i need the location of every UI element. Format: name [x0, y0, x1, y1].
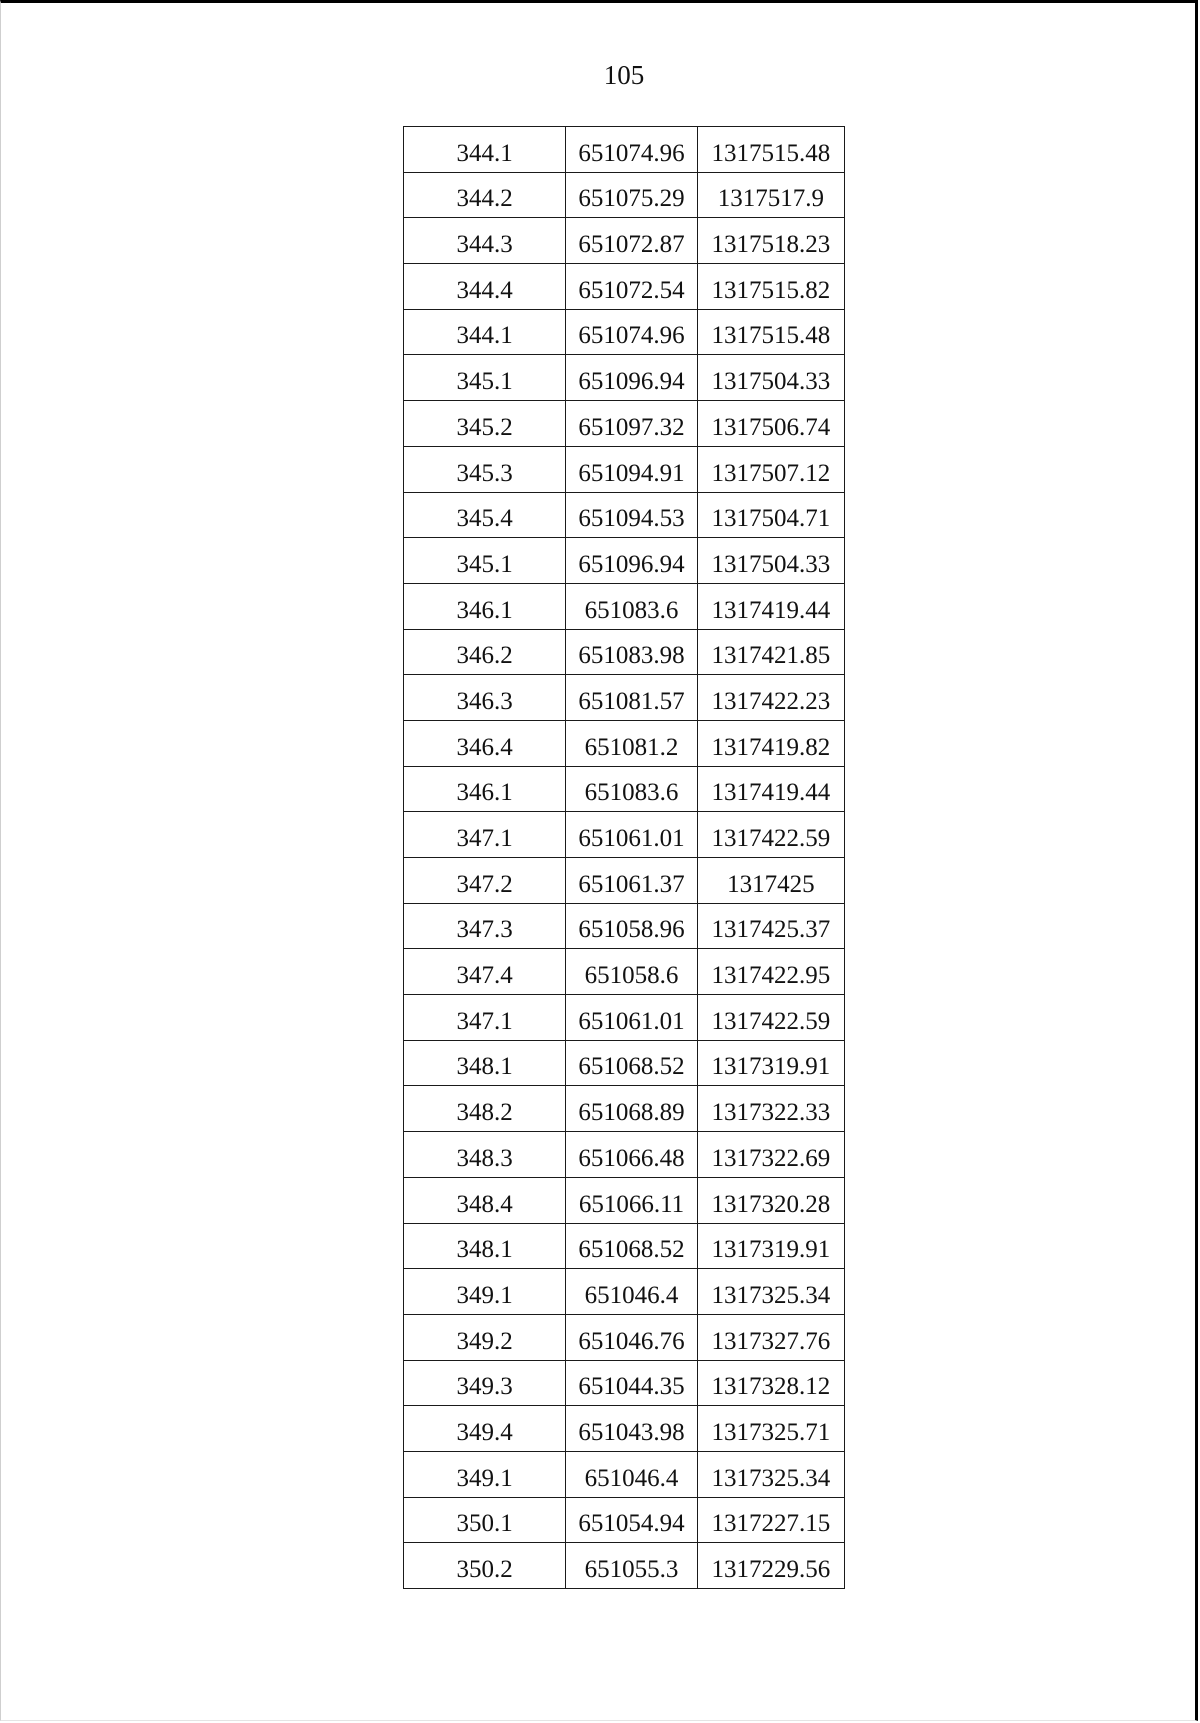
y-coordinate-cell: 1317319.91 — [697, 1223, 844, 1269]
y-coordinate-cell: 1317325.71 — [697, 1406, 844, 1452]
table-row — [404, 1406, 845, 1452]
x-coordinate-cell: 651061.37 — [566, 858, 697, 904]
x-coordinate-cell: 651044.35 — [566, 1360, 697, 1406]
y-coordinate-cell: 1317325.34 — [697, 1451, 844, 1497]
x-coordinate-cell: 651083.6 — [566, 583, 697, 629]
y-coordinate-cell: 1317422.59 — [697, 995, 844, 1041]
y-coordinate-cell: 1317515.82 — [697, 264, 844, 310]
table-row — [404, 1223, 845, 1269]
table-row — [404, 583, 845, 629]
table-row — [404, 1040, 845, 1086]
x-coordinate-cell: 651094.91 — [566, 446, 697, 492]
x-coordinate-cell: 651096.94 — [566, 355, 697, 401]
x-coordinate-cell: 651072.54 — [566, 264, 697, 310]
point-id-cell: 346.1 — [404, 766, 566, 812]
table-row — [404, 812, 845, 858]
x-coordinate-cell: 651058.6 — [566, 949, 697, 995]
y-coordinate-cell: 1317504.33 — [697, 355, 844, 401]
y-coordinate-cell: 1317515.48 — [697, 309, 844, 355]
page-number: 105 — [603, 60, 645, 90]
point-id-cell: 346.3 — [404, 675, 566, 721]
point-id-cell: 347.1 — [404, 812, 566, 858]
point-id-cell: 346.4 — [404, 720, 566, 766]
point-id-cell: 345.1 — [404, 355, 566, 401]
x-coordinate-cell: 651066.48 — [566, 1132, 697, 1178]
y-coordinate-cell: 1317504.33 — [697, 538, 844, 584]
table-row — [404, 629, 845, 675]
point-id-cell: 344.1 — [404, 127, 566, 173]
x-coordinate-cell: 651066.11 — [566, 1177, 697, 1223]
point-id-cell: 348.3 — [404, 1132, 566, 1178]
table-row — [404, 492, 845, 538]
y-coordinate-cell: 1317506.74 — [697, 401, 844, 447]
x-coordinate-cell: 651083.98 — [566, 629, 697, 675]
y-coordinate-cell: 1317227.15 — [697, 1497, 844, 1543]
point-id-cell: 349.1 — [404, 1451, 566, 1497]
x-coordinate-cell: 651046.4 — [566, 1269, 697, 1315]
x-coordinate-cell: 651083.6 — [566, 766, 697, 812]
y-coordinate-cell: 1317419.44 — [697, 766, 844, 812]
table-row — [404, 1543, 845, 1589]
point-id-cell: 346.1 — [404, 583, 566, 629]
x-coordinate-cell: 651068.52 — [566, 1223, 697, 1269]
x-coordinate-cell: 651061.01 — [566, 812, 697, 858]
table-row — [404, 264, 845, 310]
table-row — [404, 675, 845, 721]
point-id-cell: 347.3 — [404, 903, 566, 949]
point-id-cell: 348.4 — [404, 1177, 566, 1223]
y-coordinate-cell: 1317425 — [697, 858, 844, 904]
y-coordinate-cell: 1317328.12 — [697, 1360, 844, 1406]
table-row — [404, 1314, 845, 1360]
y-coordinate-cell: 1317322.33 — [697, 1086, 844, 1132]
x-coordinate-cell: 651061.01 — [566, 995, 697, 1041]
table-row — [404, 446, 845, 492]
point-id-cell: 348.2 — [404, 1086, 566, 1132]
x-coordinate-cell: 651043.98 — [566, 1406, 697, 1452]
point-id-cell: 344.4 — [404, 264, 566, 310]
x-coordinate-cell: 651075.29 — [566, 172, 697, 218]
table-row — [404, 127, 845, 173]
point-id-cell: 345.4 — [404, 492, 566, 538]
y-coordinate-cell: 1317421.85 — [697, 629, 844, 675]
x-coordinate-cell: 651074.96 — [566, 127, 697, 173]
x-coordinate-cell: 651068.52 — [566, 1040, 697, 1086]
table-row — [404, 401, 845, 447]
point-id-cell: 350.1 — [404, 1497, 566, 1543]
y-coordinate-cell: 1317518.23 — [697, 218, 844, 264]
x-coordinate-cell: 651068.89 — [566, 1086, 697, 1132]
x-coordinate-cell: 651055.3 — [566, 1543, 697, 1589]
x-coordinate-cell: 651072.87 — [566, 218, 697, 264]
table-row — [404, 949, 845, 995]
table-row — [404, 172, 845, 218]
table-row — [404, 1497, 845, 1543]
y-coordinate-cell: 1317322.69 — [697, 1132, 844, 1178]
table-row — [404, 766, 845, 812]
y-coordinate-cell: 1317229.56 — [697, 1543, 844, 1589]
point-id-cell: 347.2 — [404, 858, 566, 904]
y-coordinate-cell: 1317325.34 — [697, 1269, 844, 1315]
y-coordinate-cell: 1317422.59 — [697, 812, 844, 858]
point-id-cell: 345.3 — [404, 446, 566, 492]
point-id-cell: 349.2 — [404, 1314, 566, 1360]
table-row — [404, 1132, 845, 1178]
table-row — [404, 995, 845, 1041]
table-row — [404, 1086, 845, 1132]
y-coordinate-cell: 1317419.82 — [697, 720, 844, 766]
x-coordinate-cell: 651054.94 — [566, 1497, 697, 1543]
point-id-cell: 344.1 — [404, 309, 566, 355]
table-row — [404, 1451, 845, 1497]
table-row — [404, 309, 845, 355]
point-id-cell: 347.4 — [404, 949, 566, 995]
point-id-cell: 349.1 — [404, 1269, 566, 1315]
table-row — [404, 218, 845, 264]
table-row — [404, 538, 845, 584]
table-row — [404, 720, 845, 766]
y-coordinate-cell: 1317422.23 — [697, 675, 844, 721]
point-id-cell: 345.1 — [404, 538, 566, 584]
table-row — [404, 1177, 845, 1223]
x-coordinate-cell: 651046.76 — [566, 1314, 697, 1360]
x-coordinate-cell: 651074.96 — [566, 309, 697, 355]
x-coordinate-cell: 651081.57 — [566, 675, 697, 721]
x-coordinate-cell: 651081.2 — [566, 720, 697, 766]
x-coordinate-cell: 651046.4 — [566, 1451, 697, 1497]
x-coordinate-cell: 651096.94 — [566, 538, 697, 584]
table-row — [404, 903, 845, 949]
y-coordinate-cell: 1317327.76 — [697, 1314, 844, 1360]
point-id-cell: 348.1 — [404, 1040, 566, 1086]
coordinates-table — [403, 126, 845, 1589]
x-coordinate-cell: 651094.53 — [566, 492, 697, 538]
y-coordinate-cell: 1317515.48 — [697, 127, 844, 173]
y-coordinate-cell: 1317504.71 — [697, 492, 844, 538]
x-coordinate-cell: 651058.96 — [566, 903, 697, 949]
point-id-cell: 348.1 — [404, 1223, 566, 1269]
point-id-cell: 346.2 — [404, 629, 566, 675]
y-coordinate-cell: 1317517.9 — [697, 172, 844, 218]
y-coordinate-cell: 1317425.37 — [697, 903, 844, 949]
y-coordinate-cell: 1317319.91 — [697, 1040, 844, 1086]
x-coordinate-cell: 651097.32 — [566, 401, 697, 447]
point-id-cell: 349.3 — [404, 1360, 566, 1406]
table-row — [404, 355, 845, 401]
table-row — [404, 1269, 845, 1315]
point-id-cell: 345.2 — [404, 401, 566, 447]
y-coordinate-cell: 1317507.12 — [697, 446, 844, 492]
y-coordinate-cell: 1317320.28 — [697, 1177, 844, 1223]
table-row — [404, 1360, 845, 1406]
point-id-cell: 344.2 — [404, 172, 566, 218]
y-coordinate-cell: 1317422.95 — [697, 949, 844, 995]
point-id-cell: 350.2 — [404, 1543, 566, 1589]
point-id-cell: 344.3 — [404, 218, 566, 264]
table-row — [404, 858, 845, 904]
point-id-cell: 349.4 — [404, 1406, 566, 1452]
point-id-cell: 347.1 — [404, 995, 566, 1041]
coordinates-table-body — [404, 127, 845, 1589]
y-coordinate-cell: 1317419.44 — [697, 583, 844, 629]
